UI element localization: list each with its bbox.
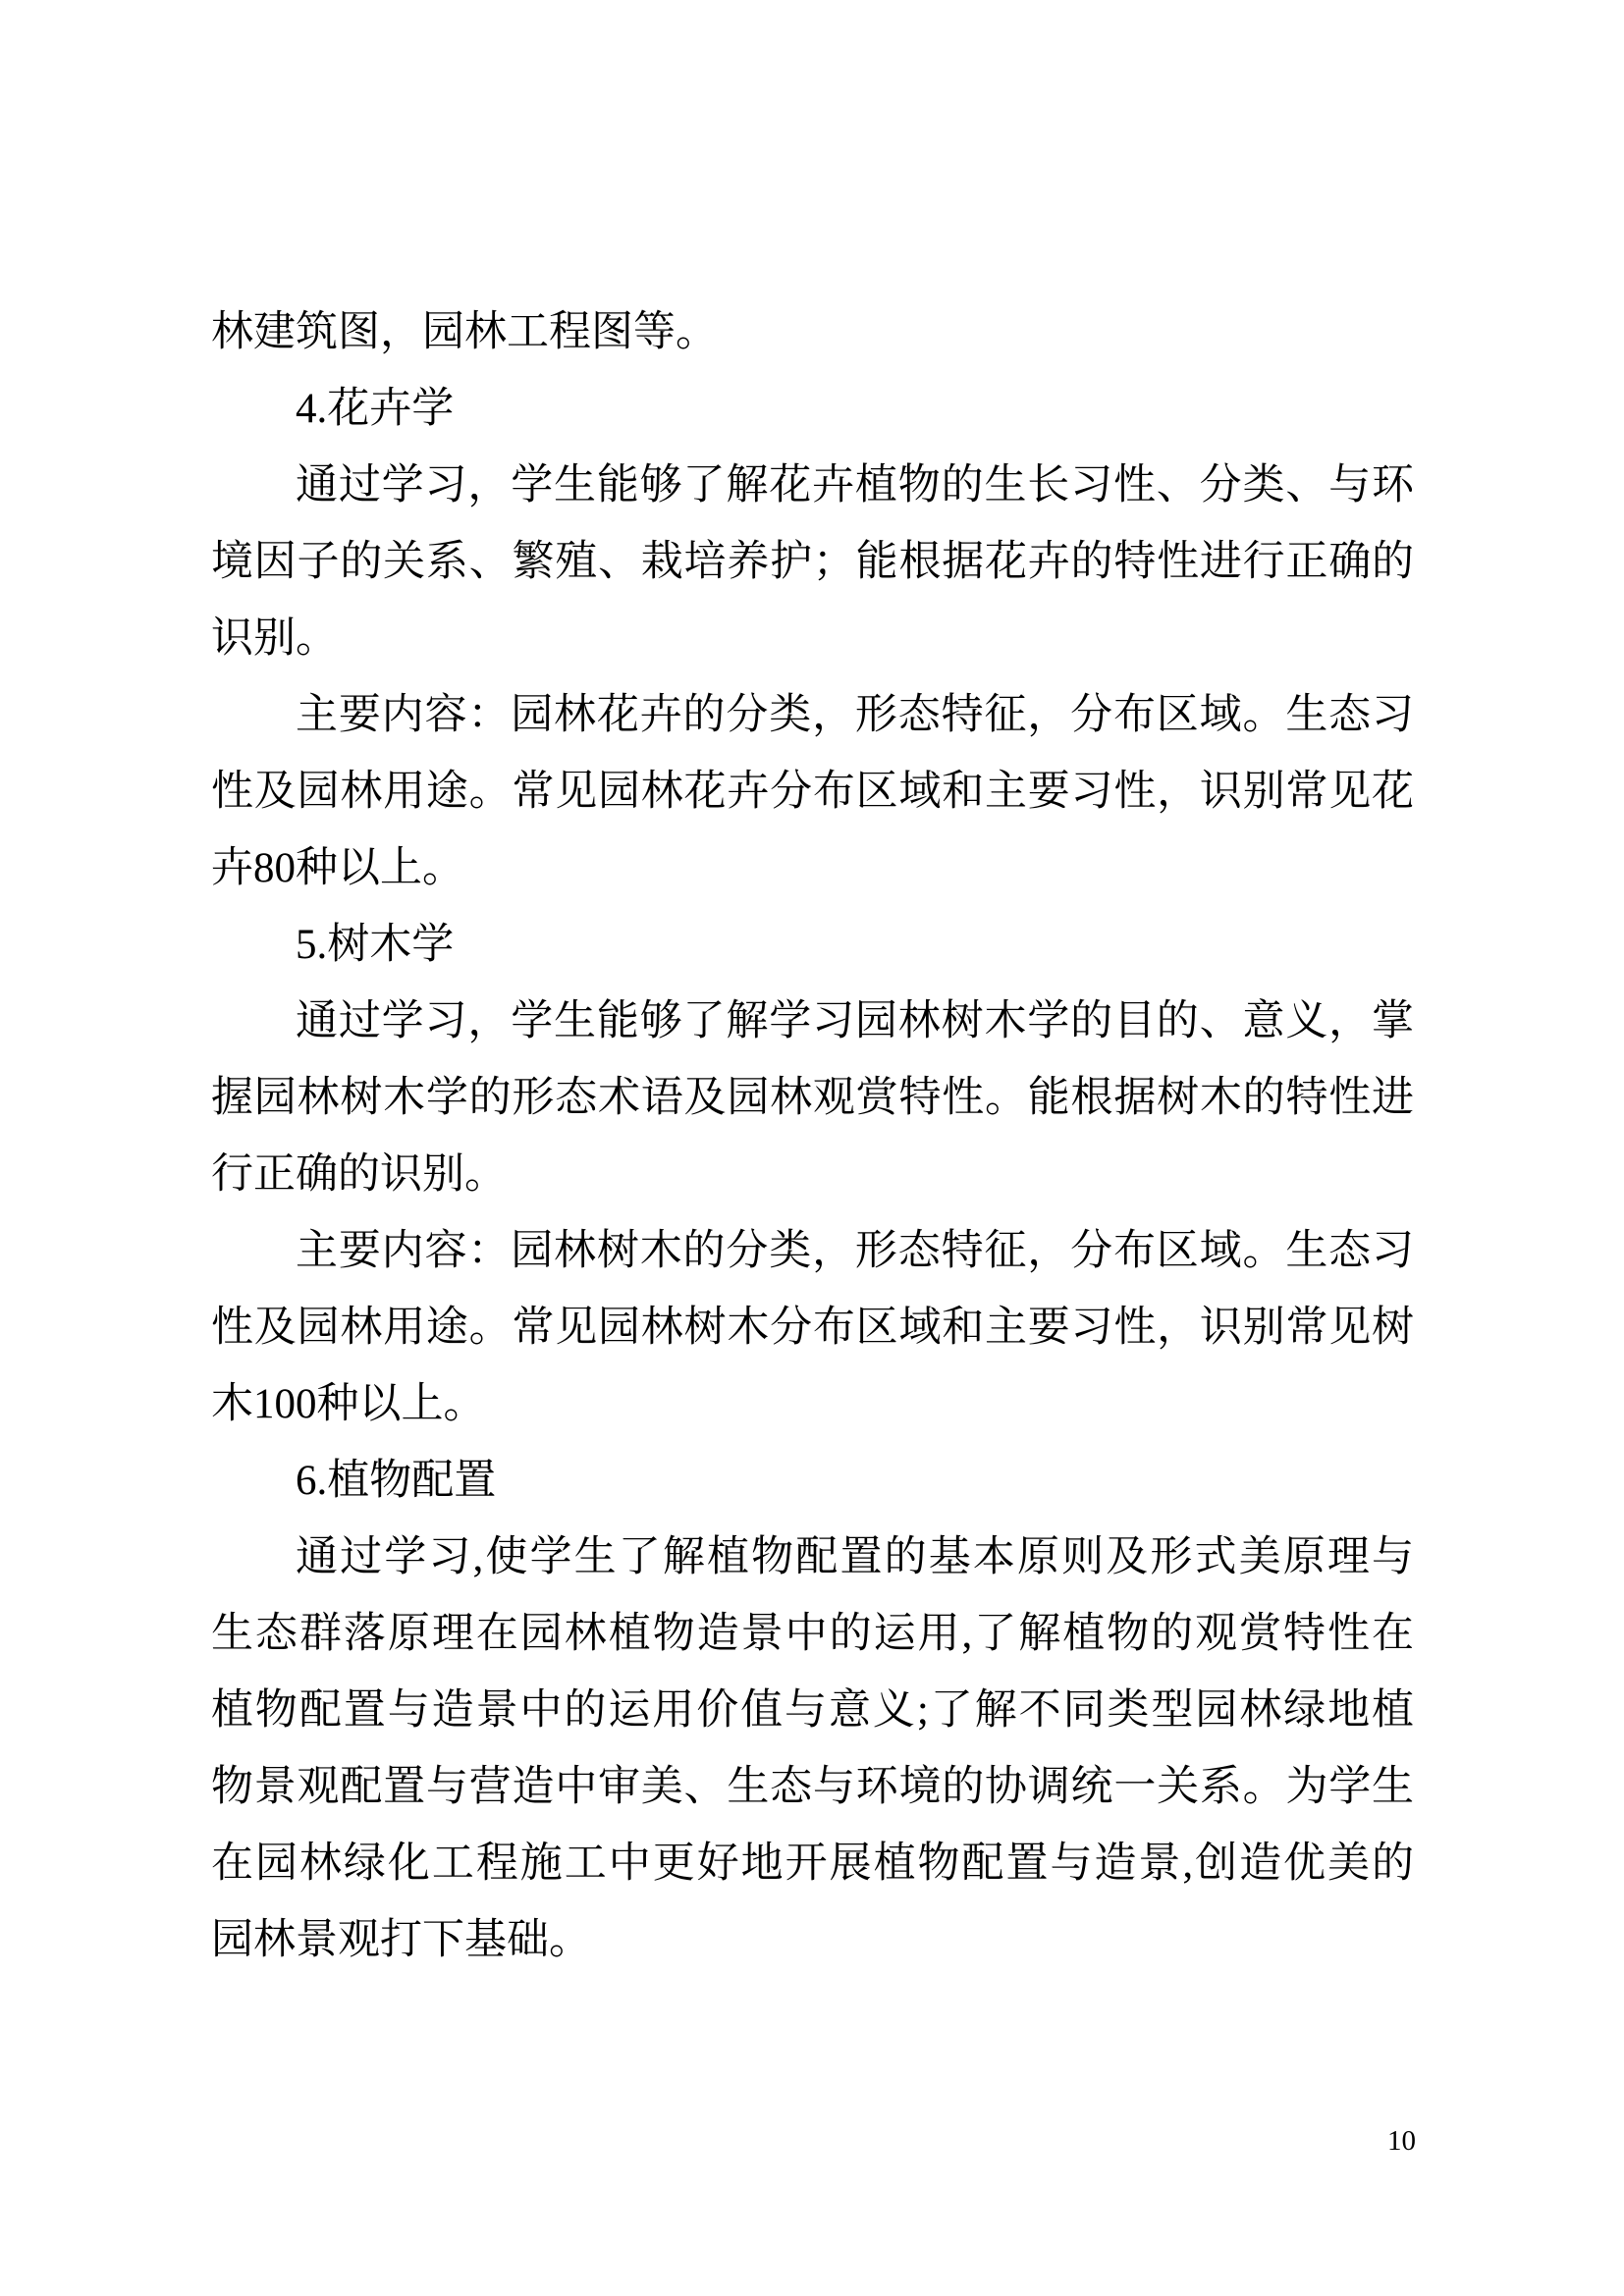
text-line: 行正确的识别。: [211, 1151, 507, 1198]
text-line: 通过学习，学生能够了解学习园林树木学的目的、意义，掌: [296, 998, 1414, 1044]
text-line: 生态群落原理在园林植物造景中的运用,了解植物的观赏特性在: [211, 1611, 1414, 1657]
text-line: 通过学习，学生能够了解花卉植物的生长习性、分类、与环: [296, 462, 1414, 508]
text-line: 植物配置与造景中的运用价值与意义;了解不同类型园林绿地植: [211, 1687, 1414, 1734]
text-line: 境因子的关系、繁殖、栽培养护；能根据花卉的特性进行正确的: [211, 539, 1414, 585]
text-line: 握园林树木学的形态术语及园林观赏特性。能根据树木的特性进: [211, 1075, 1414, 1121]
text-line: 木100种以上。: [211, 1381, 486, 1427]
text-line: 卉80种以上。: [211, 845, 464, 891]
text-line: 在园林绿化工程施工中更好地开展植物配置与造景,创造优美的: [211, 1841, 1414, 1887]
text-line: 识别。: [211, 615, 338, 662]
text-line: 性及园林用途。常见园林花卉分布区域和主要习性，识别常见花: [211, 769, 1414, 815]
document-body: [211, 294, 1414, 1979]
text-line: 通过学习,使学生了解植物配置的基本原则及形式美原理与: [296, 1534, 1414, 1580]
text-line: 主要内容：园林树木的分类，形态特征，分布区域。生态习: [296, 1228, 1414, 1274]
text-line: 物景观配置与营造中审美、生态与环境的协调统一关系。为学生: [211, 1764, 1414, 1810]
text-line: 主要内容：园林花卉的分类，形态特征，分布区域。生态习: [296, 692, 1414, 738]
text-line: 性及园林用途。常见园林树木分布区域和主要习性，识别常见树: [211, 1305, 1414, 1351]
section-heading: 6.植物配置: [296, 1458, 497, 1504]
text-line: 林建筑图，园林工程图等。: [211, 309, 718, 355]
section-heading: 4.花卉学: [296, 386, 455, 432]
text-line: 园林景观打下基础。: [211, 1917, 591, 1963]
section-heading: 5.树木学: [296, 922, 455, 968]
page-number: 10: [1387, 2125, 1416, 2157]
